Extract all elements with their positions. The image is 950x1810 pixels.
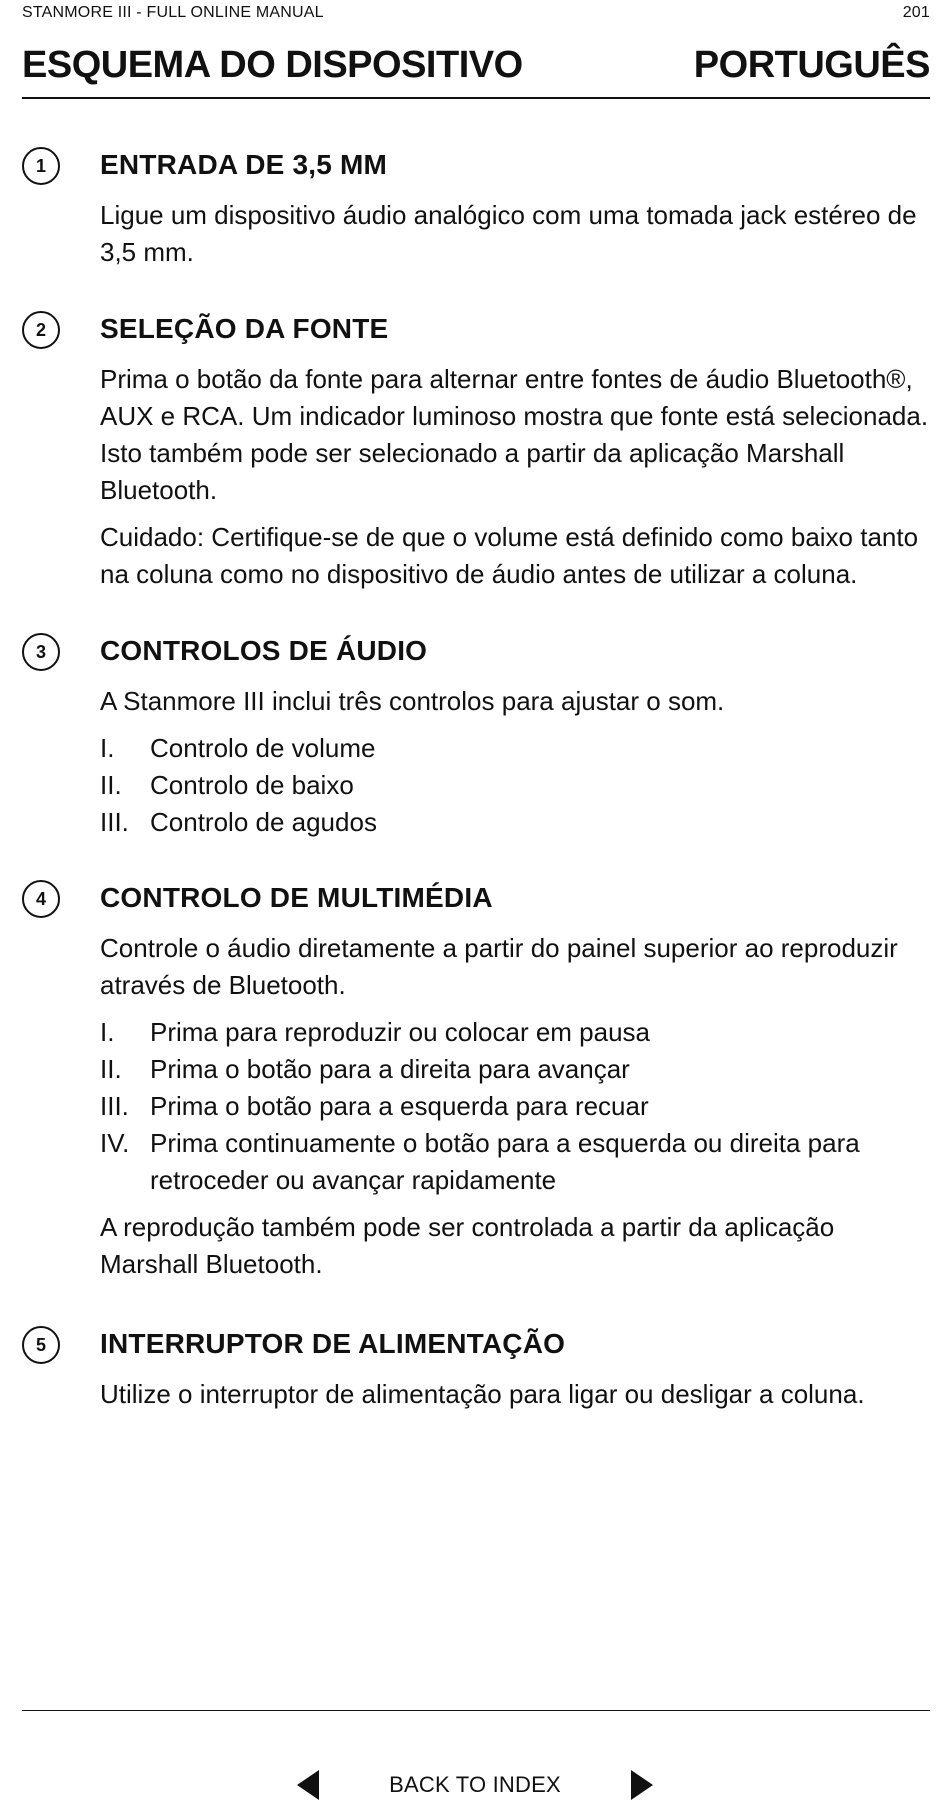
list-numeral: II. xyxy=(100,1054,122,1084)
section-title: ENTRADA DE 3,5 MM xyxy=(100,149,388,180)
section-interruptor xyxy=(22,1324,930,1423)
list-numeral: III. xyxy=(100,807,129,837)
list-item xyxy=(100,730,930,767)
section-controlos-audio xyxy=(22,631,930,851)
section-paragraph: Ligue um dispositivo áudio analógico com uma tomada jack estéreo de 3,5 mm. xyxy=(100,200,917,267)
section-number-badge: 2 xyxy=(22,311,60,349)
section-title: CONTROLO DE MULTIMÉDIA xyxy=(100,882,493,913)
page-number: 201 xyxy=(902,4,930,21)
list-text: Prima continuamente o botão para a esquerda ou direita para retroceder ou avançar rapidamente xyxy=(150,1128,860,1195)
section-note: A reprodução também pode ser controlada a partir da aplicação Marshall Bluetooth. xyxy=(100,1212,835,1279)
list-text: Controlo de agudos xyxy=(150,807,377,837)
caution-paragraph: Cuidado: Certifique-se de que o volume está definido como baixo tanto na coluna como no dispositivo de áudio antes de utilizar a coluna. xyxy=(100,522,919,589)
list-numeral: I. xyxy=(100,733,115,763)
section-paragraph: Controle o áudio diretamente a partir do painel superior ao reproduzir através de Bluetooth. xyxy=(100,933,898,1000)
page-header xyxy=(22,44,930,99)
list-item xyxy=(100,1051,930,1088)
section-paragraph: Prima o botão da fonte para alternar entre fontes de áudio Bluetooth®, AUX e RCA. Um indicador luminoso mostra que fonte está selecionada. Isto também pode ser selecionado a partir da aplicação Marshall Bluetooth. xyxy=(100,364,929,505)
triangle-right-icon[interactable] xyxy=(631,1770,653,1800)
controls-list xyxy=(100,730,930,841)
list-item xyxy=(100,1088,930,1125)
section-number-badge: 5 xyxy=(22,1326,60,1364)
list-item xyxy=(100,1014,930,1051)
list-item xyxy=(100,804,930,841)
section-controlo-multimedia xyxy=(22,878,930,1293)
list-text: Prima o botão para a esquerda para recuar xyxy=(150,1091,649,1121)
section-selecao-fonte xyxy=(22,309,930,603)
section-paragraph: A Stanmore III inclui três controlos para ajustar o som. xyxy=(100,686,725,716)
list-text: Controlo de baixo xyxy=(150,770,354,800)
section-title: CONTROLOS DE ÁUDIO xyxy=(100,635,428,666)
manual-title: STANMORE III - FULL ONLINE MANUAL xyxy=(22,4,324,21)
triangle-left-icon[interactable] xyxy=(297,1770,319,1800)
section-entrada xyxy=(22,145,930,281)
list-numeral: III. xyxy=(100,1091,129,1121)
list-item xyxy=(100,1125,930,1199)
list-text: Controlo de volume xyxy=(150,733,376,763)
media-controls-list xyxy=(100,1014,930,1199)
list-item xyxy=(100,767,930,804)
page-title: ESQUEMA DO DISPOSITIVO xyxy=(22,44,523,86)
footer-divider xyxy=(22,1710,930,1711)
running-header xyxy=(22,4,930,22)
list-text: Prima para reproduzir ou colocar em pausa xyxy=(150,1017,651,1047)
page-navigation xyxy=(0,1770,950,1800)
section-number-badge: 4 xyxy=(22,880,60,918)
list-numeral: I. xyxy=(100,1017,115,1047)
list-numeral: IV. xyxy=(100,1128,130,1158)
back-to-index-link[interactable]: BACK TO INDEX xyxy=(389,1772,561,1797)
section-paragraph: Utilize o interruptor de alimentação para ligar ou desligar a coluna. xyxy=(100,1379,865,1409)
section-number-badge: 3 xyxy=(22,633,60,671)
list-text: Prima o botão para a direita para avançar xyxy=(150,1054,630,1084)
section-title: SELEÇÃO DA FONTE xyxy=(100,313,389,344)
list-numeral: II. xyxy=(100,770,122,800)
language-label: PORTUGUÊS xyxy=(693,44,930,86)
section-number-badge: 1 xyxy=(22,147,60,185)
section-title: INTERRUPTOR DE ALIMENTAÇÃO xyxy=(100,1328,566,1359)
